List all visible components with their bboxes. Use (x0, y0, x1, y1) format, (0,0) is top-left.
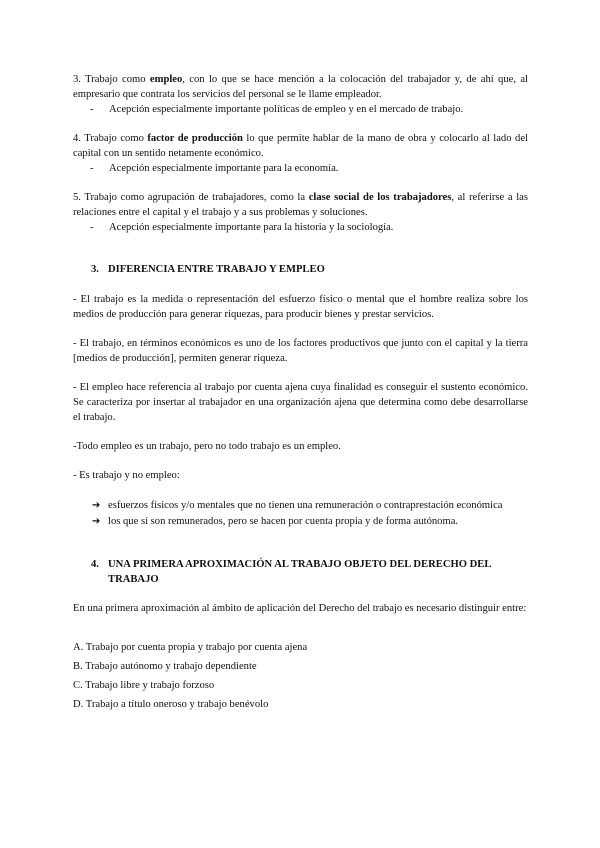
list-item: B. Trabajo autónomo y trabajo dependiente (73, 661, 257, 672)
paragraph-item: - El trabajo es la medida o representación del esfuerzo físico o mental que el hombre realiza sobre los medios de producción para generar riquezas, para producir bienes y prestar servicios. (73, 294, 528, 320)
sub-bullet-historia: - Acepción especialmente importante para la historia y la sociología. (90, 222, 394, 233)
paragraph-item: -Todo empleo es un trabajo, pero no todo trabajo es un empleo. (73, 441, 341, 452)
list-item: C. Trabajo libre y trabajo forzoso (73, 680, 215, 691)
paragraph-clase-social: 5. Trabajo como agrupación de trabajadores, como la clase social de los trabajadores, al referirse a las relaciones entre el capital y el trabajo y a sus problemas y soluciones. (73, 192, 529, 218)
section4-intro: En una primera aproximación al ámbito de aplicación del Derecho del trabajo es necesario distinguir entre: (73, 603, 527, 614)
arrow-right-icon: ➔ (92, 516, 101, 527)
bold-term-clase-social: clase social de los trabajadores (308, 192, 452, 203)
sub-bullet-economia: - Acepción especialmente importante para la economía. (90, 163, 339, 174)
paragraph-factor-produccion: 4. Trabajo como factor de producción lo que permite hablar de la mano de obra y colocarlo al lado del capital con un sentido netamente económico. (73, 133, 528, 159)
sub-bullet-empleo: - Acepción especialmente importante políticas de empleo y en el mercado de trabajo. (90, 104, 464, 115)
arrow-list-item: ➔ esfuerzos físicos y/o mentales que no tienen una remuneración o contraprestación económica (92, 500, 503, 511)
arrow-list-item: ➔ los que sí son remunerados, pero se hacen por cuenta propia y de forma autónoma. (92, 516, 459, 527)
paragraph-item: - Es trabajo y no empleo: (73, 470, 180, 481)
section-heading-4-line2: TRABAJO (108, 574, 159, 585)
arrow-right-icon: ➔ (92, 500, 101, 511)
paragraph-trabajo-empleo: 3. Trabajo como empleo, con lo que se hace mención a la colocación del trabajador y, de ahí que, al empresario que contrata los servicios del personal se le llame empleador. (73, 74, 528, 100)
paragraph-item: - El trabajo, en términos económicos es uno de los factores productivos que junto con el capital y la tierra [medios de producción], permiten generar riqueza. (73, 338, 528, 364)
paragraph-item: - El empleo hace referencia al trabajo por cuenta ajena cuya finalidad es conseguir el sustento económico. Se caracteriza por insertar al trabajador en una organización ajena que determina como debe desarrollarse el trabajo. (73, 382, 528, 423)
list-item: A. Trabajo por cuenta propia y trabajo por cuenta ajena (73, 642, 308, 653)
section-heading-3: 3. DIFERENCIA ENTRE TRABAJO Y EMPLEO (91, 264, 325, 275)
section-heading-4: 4. UNA PRIMERA APROXIMACIÓN AL TRABAJO OBJETO DEL DERECHO DEL (91, 559, 492, 570)
bold-term-empleo: empleo (149, 74, 183, 85)
bold-term-factor-produccion: factor de producción (147, 133, 243, 144)
list-item: D. Trabajo a título oneroso y trabajo benévolo (73, 699, 269, 710)
